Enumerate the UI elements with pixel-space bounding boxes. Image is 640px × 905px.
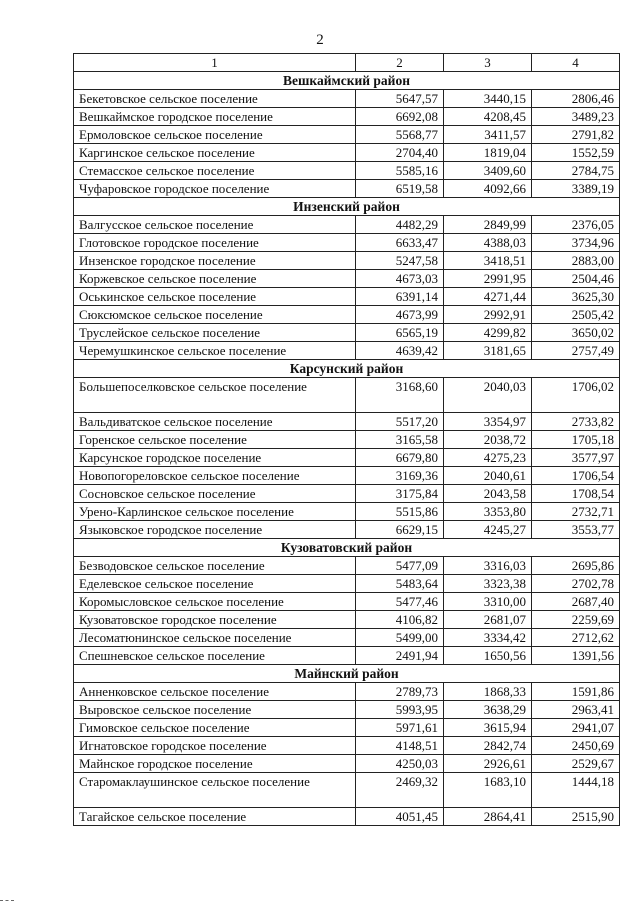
table-row (74, 180, 620, 198)
value-col-3: 4388,03 (444, 234, 532, 252)
settlement-name: Старомаклаушинское сельское поселение (74, 773, 356, 808)
settlements-table (73, 53, 620, 826)
value-col-4: 1705,18 (532, 431, 620, 449)
value-col-2: 6519,58 (356, 180, 444, 198)
settlement-name: Новопогореловское сельское поселение (74, 467, 356, 485)
value-col-3: 2864,41 (444, 808, 532, 826)
value-col-4: 2963,41 (532, 701, 620, 719)
value-col-2: 6565,19 (356, 324, 444, 342)
value-col-4: 1391,56 (532, 647, 620, 665)
value-col-4: 1591,86 (532, 683, 620, 701)
table-row (74, 126, 620, 144)
value-col-3: 2038,72 (444, 431, 532, 449)
value-col-4: 2883,00 (532, 252, 620, 270)
settlement-name: Майнское городское поселение (74, 755, 356, 773)
region-name: Вешкаймский район (74, 72, 620, 90)
value-col-3: 4208,45 (444, 108, 532, 126)
settlement-name: Вешкаймское городское поселение (74, 108, 356, 126)
settlement-name: Урено-Карлинское сельское поселение (74, 503, 356, 521)
table-row (74, 701, 620, 719)
value-col-3: 2992,91 (444, 306, 532, 324)
settlement-name: Карсунское городское поселение (74, 449, 356, 467)
value-col-3: 4299,82 (444, 324, 532, 342)
value-col-2: 2491,94 (356, 647, 444, 665)
table-row (74, 413, 620, 431)
value-col-2: 6692,08 (356, 108, 444, 126)
table-row (74, 557, 620, 575)
table-row (74, 90, 620, 108)
value-col-4: 3734,96 (532, 234, 620, 252)
region-name: Майнский район (74, 665, 620, 683)
value-col-2: 5483,64 (356, 575, 444, 593)
value-col-4: 2733,82 (532, 413, 620, 431)
value-col-2: 4673,99 (356, 306, 444, 324)
region-header-row (74, 665, 620, 683)
table-row (74, 808, 620, 826)
table-row (74, 683, 620, 701)
value-col-2: 5477,09 (356, 557, 444, 575)
region-header-row (74, 360, 620, 378)
table-row (74, 737, 620, 755)
value-col-2: 5647,57 (356, 90, 444, 108)
table-row (74, 629, 620, 647)
value-col-3: 2681,07 (444, 611, 532, 629)
value-col-2: 5585,16 (356, 162, 444, 180)
value-col-4: 2806,46 (532, 90, 620, 108)
value-col-2: 6679,80 (356, 449, 444, 467)
value-col-4: 1706,54 (532, 467, 620, 485)
value-col-3: 3418,51 (444, 252, 532, 270)
value-col-2: 2789,73 (356, 683, 444, 701)
table-row (74, 342, 620, 360)
value-col-3: 3323,38 (444, 575, 532, 593)
value-col-3: 3354,97 (444, 413, 532, 431)
value-col-3: 3638,29 (444, 701, 532, 719)
settlement-name: Валгусское сельское поселение (74, 216, 356, 234)
table-row (74, 575, 620, 593)
value-col-2: 5993,95 (356, 701, 444, 719)
value-col-4: 2702,78 (532, 575, 620, 593)
value-col-4: 2941,07 (532, 719, 620, 737)
value-col-4: 1444,18 (532, 773, 620, 808)
value-col-3: 3440,15 (444, 90, 532, 108)
page-number: 2 (316, 32, 324, 48)
value-col-2: 5499,00 (356, 629, 444, 647)
table-row (74, 521, 620, 539)
value-col-4: 2784,75 (532, 162, 620, 180)
value-col-4: 2376,05 (532, 216, 620, 234)
table-row (74, 378, 620, 413)
value-col-2: 4148,51 (356, 737, 444, 755)
value-col-3: 1683,10 (444, 773, 532, 808)
value-col-3: 2040,61 (444, 467, 532, 485)
value-col-4: 2450,69 (532, 737, 620, 755)
region-header-row (74, 198, 620, 216)
value-col-2: 5971,61 (356, 719, 444, 737)
region-name: Кузоватовский район (74, 539, 620, 557)
region-header-row (74, 72, 620, 90)
table-row (74, 611, 620, 629)
settlement-name: Инзенское городское поселение (74, 252, 356, 270)
value-col-4: 3650,02 (532, 324, 620, 342)
value-col-2: 2704,40 (356, 144, 444, 162)
region-header-row (74, 539, 620, 557)
table-row (74, 719, 620, 737)
value-col-2: 6633,47 (356, 234, 444, 252)
table-row (74, 162, 620, 180)
value-col-2: 5517,20 (356, 413, 444, 431)
settlement-name: Большепоселковское сельское поселение (74, 378, 356, 413)
value-col-2: 4051,45 (356, 808, 444, 826)
value-col-3: 2842,74 (444, 737, 532, 755)
settlement-name: Гимовское сельское поселение (74, 719, 356, 737)
value-col-2: 6629,15 (356, 521, 444, 539)
value-col-2: 3175,84 (356, 485, 444, 503)
table-row (74, 647, 620, 665)
header-cell-3: 3 (444, 54, 532, 72)
table-row (74, 270, 620, 288)
value-col-2: 4250,03 (356, 755, 444, 773)
settlement-name: Анненковское сельское поселение (74, 683, 356, 701)
value-col-3: 3334,42 (444, 629, 532, 647)
table-row (74, 449, 620, 467)
value-col-4: 3389,19 (532, 180, 620, 198)
scan-edge-mark (0, 899, 14, 901)
value-col-3: 4092,66 (444, 180, 532, 198)
value-col-3: 1650,56 (444, 647, 532, 665)
table-row (74, 108, 620, 126)
region-name: Инзенский район (74, 198, 620, 216)
table-row (74, 252, 620, 270)
value-col-4: 1706,02 (532, 378, 620, 413)
settlement-name: Оськинское сельское поселение (74, 288, 356, 306)
value-col-3: 3310,00 (444, 593, 532, 611)
value-col-2: 4106,82 (356, 611, 444, 629)
table-row (74, 288, 620, 306)
settlement-name: Коромысловское сельское поселение (74, 593, 356, 611)
value-col-3: 3409,60 (444, 162, 532, 180)
value-col-2: 5477,46 (356, 593, 444, 611)
table-row (74, 773, 620, 808)
settlement-name: Спешневское сельское поселение (74, 647, 356, 665)
table-row (74, 306, 620, 324)
value-col-3: 3316,03 (444, 557, 532, 575)
settlement-name: Ермоловское сельское поселение (74, 126, 356, 144)
table-row (74, 324, 620, 342)
table-row (74, 593, 620, 611)
value-col-4: 2757,49 (532, 342, 620, 360)
value-col-2: 5568,77 (356, 126, 444, 144)
value-col-2: 2469,32 (356, 773, 444, 808)
value-col-3: 1868,33 (444, 683, 532, 701)
value-col-2: 4482,29 (356, 216, 444, 234)
value-col-3: 2849,99 (444, 216, 532, 234)
value-col-4: 3489,23 (532, 108, 620, 126)
settlement-name: Коржевское сельское поселение (74, 270, 356, 288)
value-col-2: 5247,58 (356, 252, 444, 270)
settlement-name: Игнатовское городское поселение (74, 737, 356, 755)
value-col-4: 2732,71 (532, 503, 620, 521)
settlement-name: Еделевское сельское поселение (74, 575, 356, 593)
settlement-name: Кузоватовское городское поселение (74, 611, 356, 629)
settlement-name: Безводовское сельское поселение (74, 557, 356, 575)
value-col-3: 2926,61 (444, 755, 532, 773)
header-row (74, 54, 620, 72)
value-col-4: 2515,90 (532, 808, 620, 826)
header-cell-1: 1 (74, 54, 356, 72)
value-col-4: 1708,54 (532, 485, 620, 503)
settlement-name: Лесоматюнинское сельское поселение (74, 629, 356, 647)
settlement-name: Горенское сельское поселение (74, 431, 356, 449)
table-row (74, 431, 620, 449)
table-row (74, 467, 620, 485)
table-row (74, 503, 620, 521)
settlement-name: Сосновское сельское поселение (74, 485, 356, 503)
header-cell-4: 4 (532, 54, 620, 72)
settlement-name: Глотовское городское поселение (74, 234, 356, 252)
value-col-4: 2712,62 (532, 629, 620, 647)
value-col-2: 6391,14 (356, 288, 444, 306)
value-col-3: 4275,23 (444, 449, 532, 467)
settlement-name: Черемушкинское сельское поселение (74, 342, 356, 360)
value-col-4: 2695,86 (532, 557, 620, 575)
value-col-2: 4639,42 (356, 342, 444, 360)
settlement-name: Сюксюмское сельское поселение (74, 306, 356, 324)
value-col-2: 3169,36 (356, 467, 444, 485)
value-col-4: 2504,46 (532, 270, 620, 288)
header-cell-2: 2 (356, 54, 444, 72)
settlement-name: Чуфаровское городское поселение (74, 180, 356, 198)
value-col-4: 2791,82 (532, 126, 620, 144)
value-col-3: 3615,94 (444, 719, 532, 737)
value-col-3: 2991,95 (444, 270, 532, 288)
value-col-2: 4673,03 (356, 270, 444, 288)
value-col-2: 3165,58 (356, 431, 444, 449)
value-col-3: 1819,04 (444, 144, 532, 162)
value-col-3: 2043,58 (444, 485, 532, 503)
value-col-4: 2687,40 (532, 593, 620, 611)
value-col-2: 3168,60 (356, 378, 444, 413)
value-col-4: 3577,97 (532, 449, 620, 467)
value-col-4: 2259,69 (532, 611, 620, 629)
table-row (74, 144, 620, 162)
value-col-2: 5515,86 (356, 503, 444, 521)
value-col-3: 3181,65 (444, 342, 532, 360)
settlement-name: Тагайское сельское поселение (74, 808, 356, 826)
value-col-4: 3625,30 (532, 288, 620, 306)
value-col-4: 2529,67 (532, 755, 620, 773)
settlement-name: Бекетовское сельское поселение (74, 90, 356, 108)
region-name: Карсунский район (74, 360, 620, 378)
value-col-4: 2505,42 (532, 306, 620, 324)
value-col-4: 1552,59 (532, 144, 620, 162)
settlement-name: Стемасское сельское поселение (74, 162, 356, 180)
table-row (74, 216, 620, 234)
settlement-name: Труслейское сельское поселение (74, 324, 356, 342)
table-row (74, 485, 620, 503)
table-row (74, 755, 620, 773)
value-col-4: 3553,77 (532, 521, 620, 539)
settlement-name: Вальдиватское сельское поселение (74, 413, 356, 431)
value-col-3: 3411,57 (444, 126, 532, 144)
settlement-name: Выровское сельское поселение (74, 701, 356, 719)
table-body (74, 54, 620, 826)
value-col-3: 4271,44 (444, 288, 532, 306)
settlement-name: Каргинское сельское поселение (74, 144, 356, 162)
settlement-name: Языковское городское поселение (74, 521, 356, 539)
value-col-3: 4245,27 (444, 521, 532, 539)
value-col-3: 3353,80 (444, 503, 532, 521)
value-col-3: 2040,03 (444, 378, 532, 413)
table-row (74, 234, 620, 252)
